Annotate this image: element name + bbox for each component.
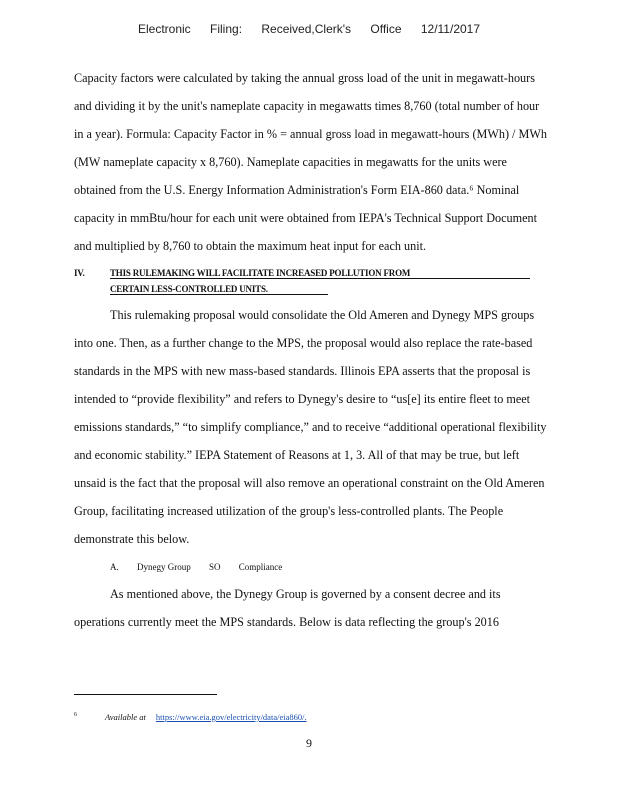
footnote: [74, 712, 307, 722]
footnote-mark: 6: [74, 712, 77, 719]
p1-line: (MW nameplate capacity x 8,760). Nameplate capacities in megawatts for the units were: [74, 155, 507, 169]
section-heading: [74, 268, 410, 278]
header-filing: Filing:: [210, 22, 243, 36]
subsection-part3: Compliance: [238, 562, 283, 572]
section-underline-2: [110, 294, 328, 295]
p2-line: into one. Then, as a further change to the MPS, the proposal would also replace the rate-based: [74, 336, 533, 350]
p1-line: obtained from the U.S. Energy Information Administration's Form EIA-860 data.⁶ Nominal: [74, 183, 520, 197]
footnote-label: Available at: [105, 712, 146, 722]
p2-line: standards in the MPS with new mass-based standards. Illinois EPA asserts that the proposal is: [74, 364, 531, 378]
filing-header: [0, 22, 618, 36]
p2-line: unsaid is the fact that the proposal will also remove an operational constraint on the Old Ameren: [74, 476, 545, 490]
header-date: 12/11/2017: [420, 22, 481, 36]
p1-line: Capacity factors were calculated by taking the annual gross load of the unit in megawatt-hours: [74, 71, 535, 85]
section-title-line1: THIS RULEMAKING WILL FACILITATE INCREASED POLLUTION FROM: [110, 268, 411, 278]
p2-line: and economic stability.” IEPA Statement of Reasons at 1, 3. All of that may be true, but left: [74, 448, 520, 462]
subsection-part1: Dynegy Group: [137, 562, 191, 572]
footnote-link[interactable]: https://www.eia.gov/electricity/data/eia860/.: [155, 712, 307, 722]
page-number: 9: [306, 736, 312, 750]
section-number: IV.: [74, 268, 85, 278]
p3-line: operations currently meet the MPS standards. Below is data reflecting the group's 2016: [74, 615, 499, 629]
subsection-part2: SO: [209, 562, 221, 572]
subsection-letter: A.: [110, 562, 119, 572]
p1-line: in a year). Formula: Capacity Factor in % = annual gross load in megawatt-hours (MWh) / MWh: [74, 127, 547, 141]
p2-line: demonstrate this below.: [74, 532, 190, 546]
header-received: Received,Clerk's: [261, 22, 352, 36]
p3-line: As mentioned above, the Dynegy Group is governed by a consent decree and its: [110, 587, 501, 601]
header-office: Office: [370, 22, 402, 36]
subsection-heading: [110, 562, 298, 572]
p1-line: and multiplied by 8,760 to obtain the maximum heat input for each unit.: [74, 239, 427, 253]
section-title-line2: CERTAIN LESS-CONTROLLED UNITS.: [110, 284, 268, 294]
p2-line: This rulemaking proposal would consolidate the Old Ameren and Dynegy MPS groups: [110, 308, 535, 322]
p2-line: emissions standards,” “to simplify compliance,” and to receive “additional operational flexibility: [74, 420, 547, 434]
p2-line: Group, facilitating increased utilization of the group's less-controlled plants. The People: [74, 504, 504, 518]
section-underline: [110, 278, 530, 279]
footnote-rule: [74, 694, 217, 695]
header-electronic: Electronic: [137, 22, 191, 36]
p1-line: capacity in mmBtu/hour for each unit were obtained from IEPA's Technical Support Document: [74, 211, 537, 225]
p2-line: intended to “provide flexibility” and refers to Dynegy's desire to “us[e] its entire fleet to meet: [74, 392, 531, 406]
p1-line: and dividing it by the unit's nameplate capacity in megawatts times 8,760 (total number of hour: [74, 99, 540, 113]
